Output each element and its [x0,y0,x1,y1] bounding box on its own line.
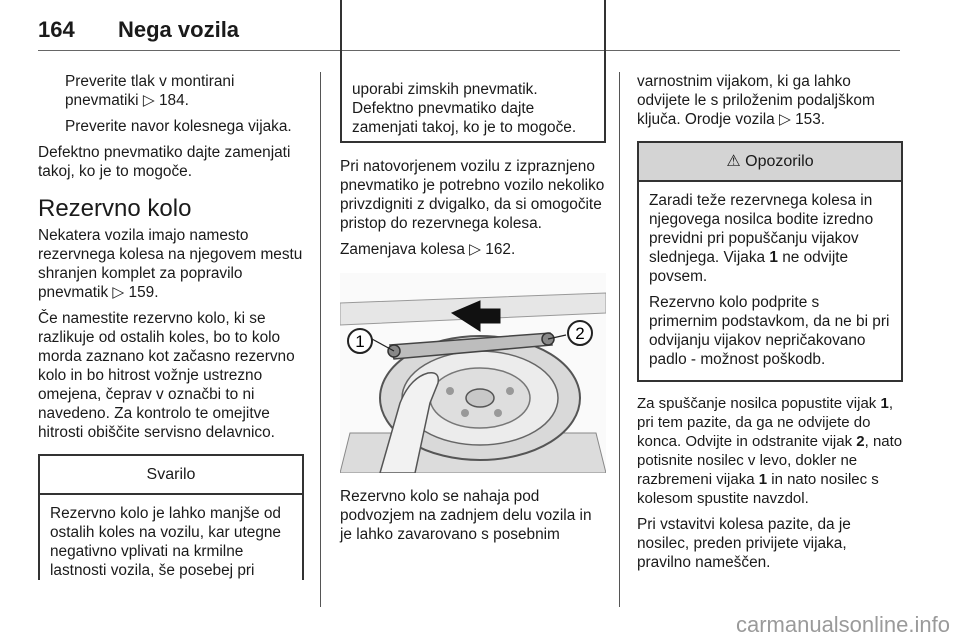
paragraph [637,394,903,508]
bold-ref: 1 [880,395,889,412]
warning-box-body [639,182,901,380]
text-span: ne odvijte povsem. [649,249,849,285]
column-divider-left [320,72,321,607]
callout-2: 2 [575,324,585,343]
paragraph: varnostnim vijakom, ki ga lahko odvijete le s priloženim podaljškom ključa. Orodje vozila ▷ 153. [637,73,875,128]
paragraph: Pri vstavitvi kolesa pazite, da je nosilec, preden privijete vijaka, pravilno nameščen. [637,516,851,571]
caution-box [38,454,304,580]
watermark: carmanualsonline.info [735,612,950,637]
section-heading: Rezervno kolo [38,195,192,222]
bold-ref: 2 [856,433,865,450]
page-number: 164 [38,17,75,42]
warning-text: Rezervno kolo podprite s primernim podstavkom, da ne bi pri odvijanju vijakov nepričakovano padlo - možnost poškodb. [649,294,890,368]
warning-box-title: ⚠ Opozorilo [639,141,901,182]
callout-1: 1 [355,332,365,351]
column-3 [637,72,903,579]
warning-text [649,191,891,286]
spare-wheel-drawing [340,273,606,473]
caution-box-continued: uporabi zimskih pnevmatik. Defektno pnevmatiko dajte zamenjati takoj, ko je to mogoče. [340,0,606,143]
paragraph: Nekatera vozila imajo namesto rezervnega kolesa na njegovem mestu shranjen komplet za popravilo pnevmatik ▷ 159. [38,227,303,301]
text-span: Zaradi teže rezervnega kolesa in njegovega nosilca bodite izredno previdni pri popuščanju vijakov slednjega. Vijaka [649,192,874,266]
text-span: , nato potisnite nosilec v levo, dokler ne razbremeni vijaka [637,433,903,488]
paragraph: Preverite tlak v montirani pnevmatiki ▷ 184. [65,73,235,109]
bold-ref: 1 [769,249,778,266]
paragraph: Defektno pnevmatiko dajte zamenjati takoj, ko je to mogoče. [38,144,291,180]
column-2 [340,0,606,551]
paragraph: Če namestite rezervno kolo, ki se razlikuje od ostalih koles, bo to kolo morda zaznano kot začasno rezervno kolo in bo hitrost vožnje ustrezno omejena, čeprav v označbi to ni navedeno. Za kontrolo te omejitve hitrosti obiščite servisno delavnico. [38,310,295,441]
column-1 [38,72,304,580]
warning-box [637,141,903,382]
paragraph: Preverite navor kolesnega vijaka. [65,118,292,135]
text-span: Za spuščanje nosilca popustite vijak [637,395,881,412]
paragraph: Rezervno kolo se nahaja pod podvozjem na zadnjem delu vozila in je lahko zavarovano s posebnim [340,488,592,543]
paragraph: Zamenjava kolesa ▷ 162. [340,241,516,258]
caution-box-title: Svarilo [40,454,302,495]
paragraph: Pri natovorjenem vozilu z izpraznjeno pnevmatiko je potrebno vozilo nekoliko privzdigniti z dvigalko, da si omogočite pristop do rezervnega kolesa. [340,158,605,232]
text-span: in nato nosilec s kolesom spustite navzdol. [637,471,879,507]
page-title: Nega vozila [118,17,240,42]
bold-ref: 1 [758,471,768,488]
text-span: , pri tem pazite, da ga ne odvijete do konca. Odvijte in odstranite vijak [637,395,893,450]
spare-wheel-illustration [340,273,606,473]
caution-box-text: Rezervno kolo je lahko manjše od ostalih koles na vozilu, kar utegne negativno vplivati na krmilne lastnosti vozila, še posebej pri [50,505,281,579]
column-divider-right [619,72,620,607]
